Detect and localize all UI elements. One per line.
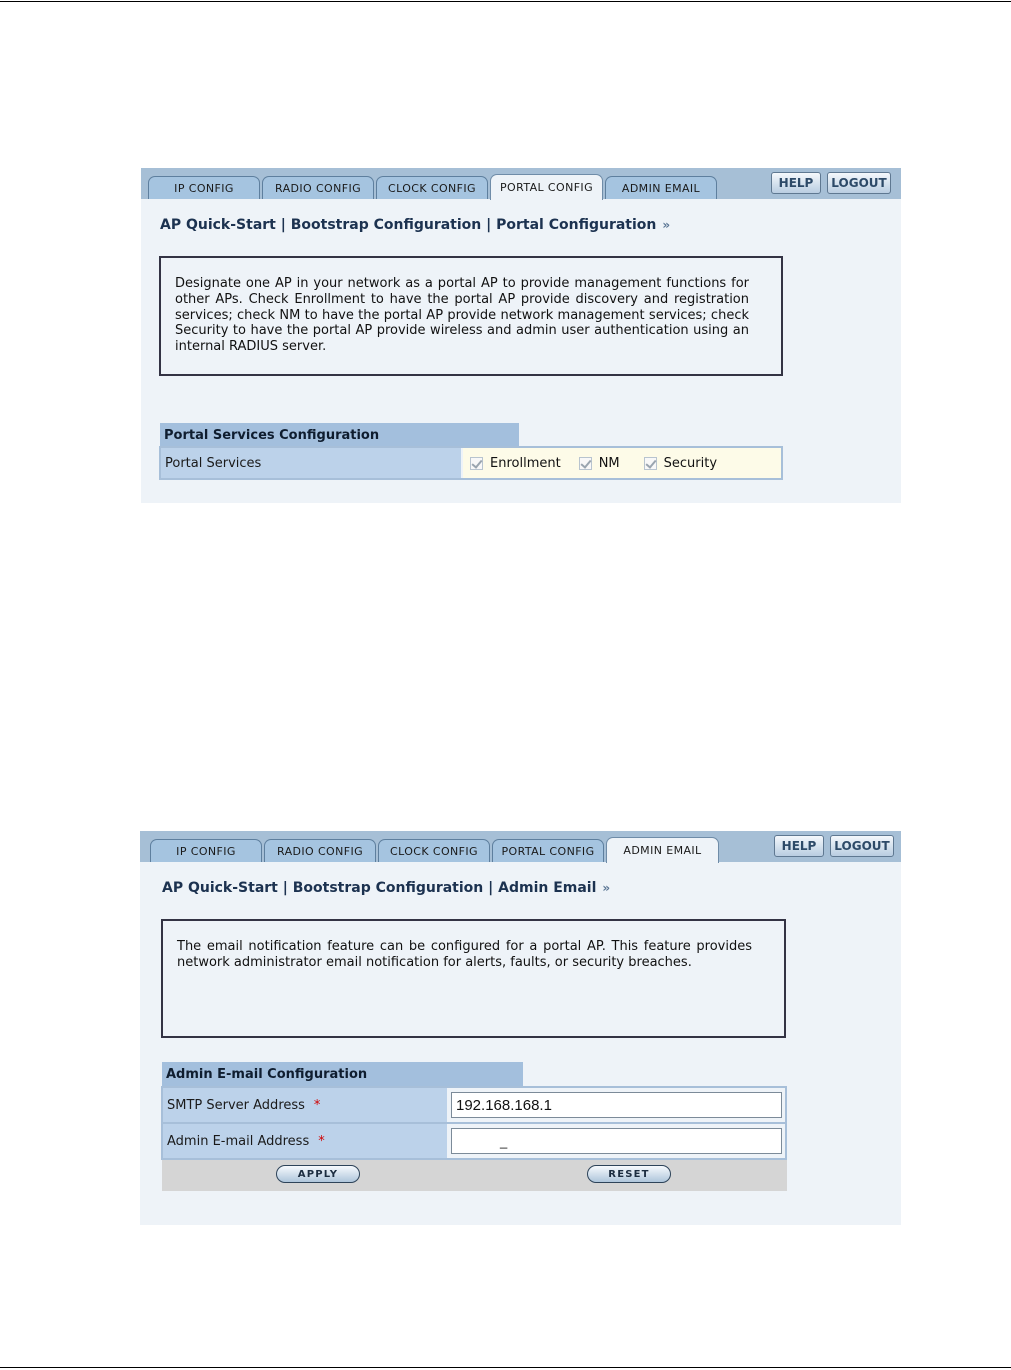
- required-mark: *: [313, 1097, 321, 1113]
- button-row: [162, 1160, 787, 1191]
- security-checkbox[interactable]: [644, 457, 657, 470]
- top-rule: [0, 1, 1011, 2]
- enrollment-checkbox[interactable]: [470, 457, 483, 470]
- help-button[interactable]: HELP: [771, 172, 821, 194]
- email-label: Admin E-mail Address: [167, 1133, 310, 1149]
- description-text: Designate one AP in your network as a portal AP to provide management functions for other APs. Check Enrollment to have the portal AP provide discovery and registration services; check NM to have the portal AP provide network management services; check Security to have the portal AP provide wireless and admin user authentication using an internal RADIUS server.: [175, 276, 749, 355]
- smtp-label: SMTP Server Address: [167, 1097, 305, 1113]
- tab-portal-config[interactable]: PORTAL CONFIG: [490, 174, 603, 200]
- double-chevron-right-icon: »: [602, 881, 611, 895]
- breadcrumb-text: AP Quick-Start | Bootstrap Configuration | Portal Configuration: [160, 217, 657, 233]
- tab-clock-config[interactable]: CLOCK CONFIG: [378, 839, 490, 862]
- portal-config-panel: [141, 168, 901, 503]
- security-label: Security: [663, 455, 718, 471]
- smtp-server-input[interactable]: 192.168.168.1: [451, 1092, 782, 1118]
- tab-admin-email[interactable]: ADMIN EMAIL: [606, 837, 719, 863]
- reset-button[interactable]: RESET: [587, 1165, 671, 1183]
- double-chevron-right-icon: »: [662, 218, 671, 232]
- help-button[interactable]: HELP: [774, 835, 824, 857]
- description-box: [161, 919, 786, 1038]
- tab-bar: [140, 831, 901, 862]
- nm-label: NM: [598, 455, 620, 471]
- tab-ip-config[interactable]: IP CONFIG: [148, 176, 260, 199]
- bottom-rule: [0, 1367, 1011, 1368]
- logout-button[interactable]: LOGOUT: [827, 172, 891, 194]
- description-text: The email notification feature can be configured for a portal AP. This feature provides network administrator email notification for alerts, faults, or security breaches.: [177, 939, 752, 970]
- tab-bar: [141, 168, 901, 199]
- tab-clock-config[interactable]: CLOCK CONFIG: [376, 176, 488, 199]
- breadcrumb: [162, 880, 610, 896]
- tab-ip-config[interactable]: IP CONFIG: [150, 839, 262, 862]
- breadcrumb: [160, 217, 670, 233]
- tab-radio-config[interactable]: RADIO CONFIG: [264, 839, 376, 862]
- admin-email-value: _: [500, 1133, 508, 1149]
- description-box: [159, 256, 783, 376]
- portal-services-label: Portal Services: [161, 448, 461, 478]
- portal-services-options: [463, 448, 781, 478]
- admin-email-input[interactable]: [451, 1128, 782, 1154]
- required-mark: *: [318, 1133, 325, 1149]
- smtp-label-cell: [163, 1088, 447, 1122]
- breadcrumb-text: AP Quick-Start | Bootstrap Configuration | Admin Email: [162, 880, 597, 896]
- tab-radio-config[interactable]: RADIO CONFIG: [262, 176, 374, 199]
- apply-button[interactable]: APPLY: [276, 1165, 360, 1183]
- logout-button[interactable]: LOGOUT: [830, 835, 894, 857]
- section-header: Portal Services Configuration: [160, 423, 519, 447]
- section-header: Admin E-mail Configuration: [162, 1062, 523, 1086]
- admin-email-panel: [140, 831, 901, 1225]
- tab-portal-config[interactable]: PORTAL CONFIG: [492, 839, 604, 862]
- enrollment-label: Enrollment: [490, 455, 561, 471]
- email-label-cell: [163, 1124, 447, 1158]
- nm-checkbox[interactable]: [579, 457, 592, 470]
- tab-admin-email[interactable]: ADMIN EMAIL: [605, 176, 717, 199]
